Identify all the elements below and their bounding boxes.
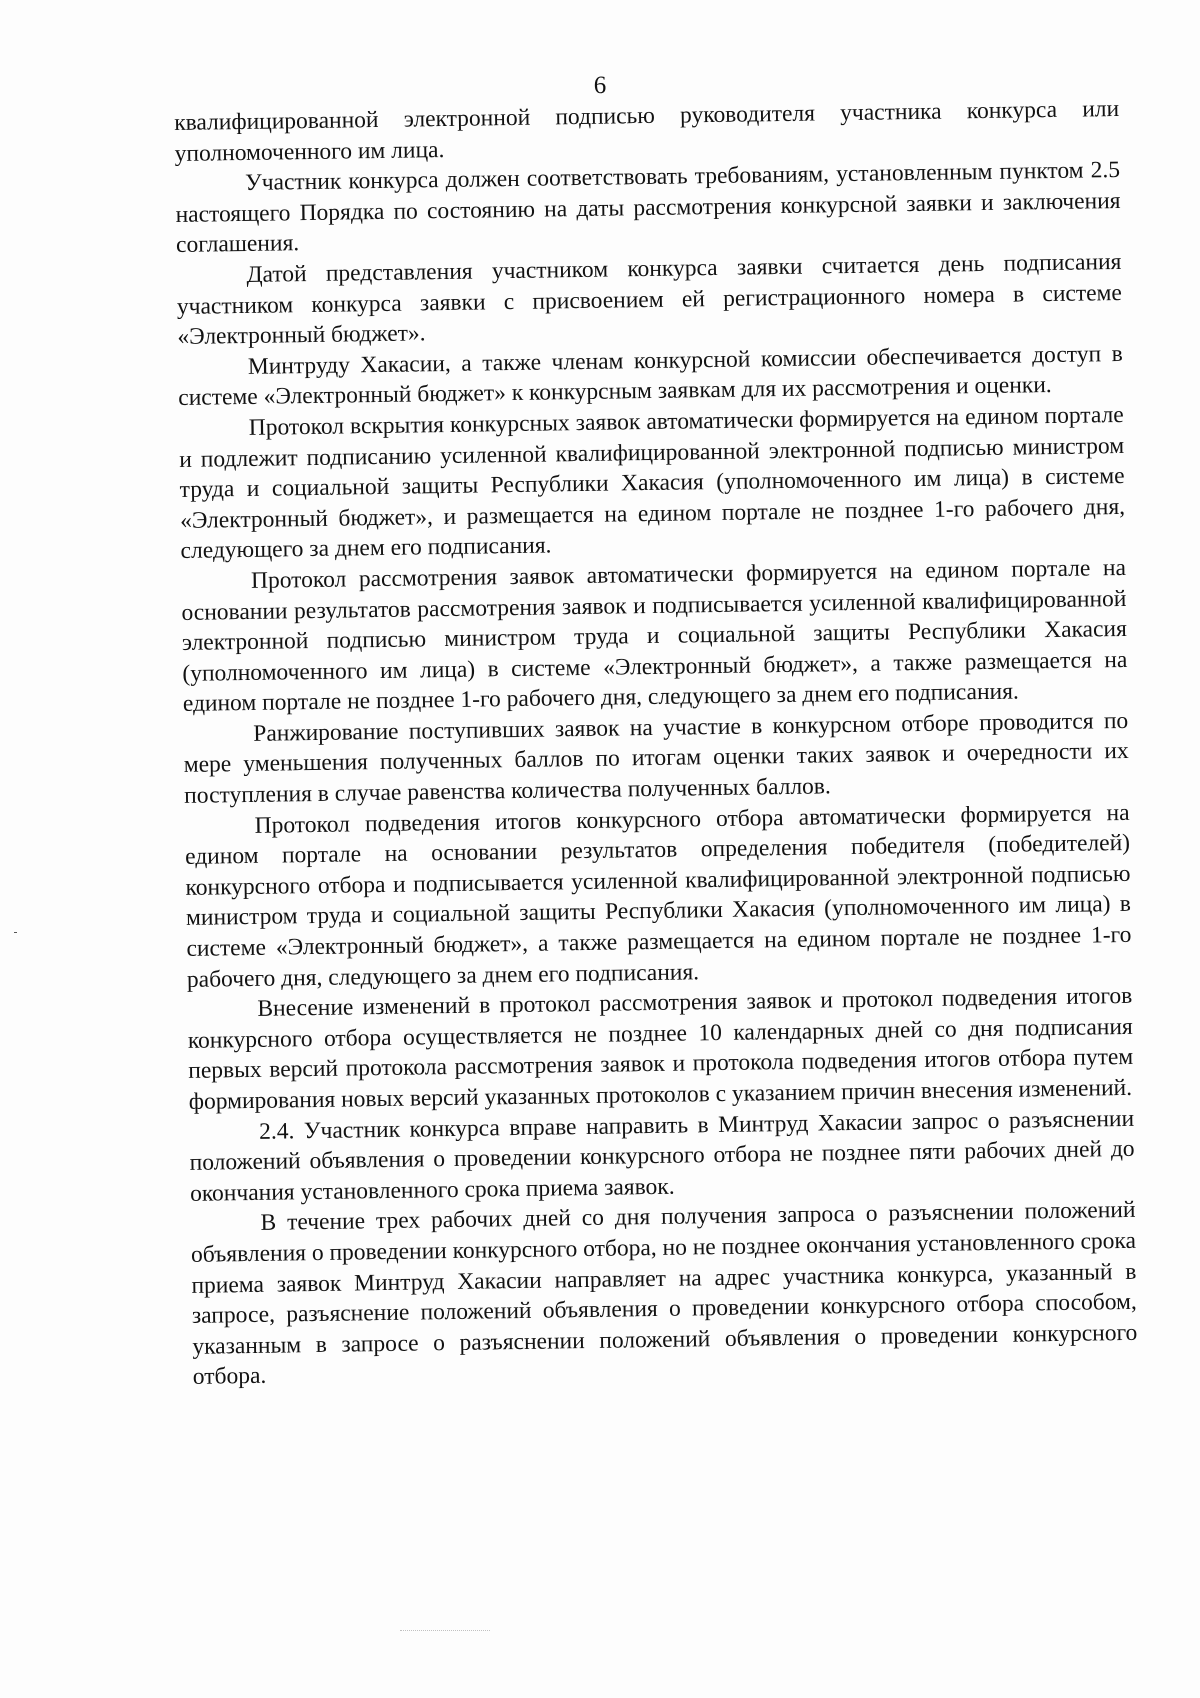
paragraph-participant-requirements: Участник конкурса должен соответствовать требованиям, установленным пунктом 2.5 настоящего Порядка по состоянию на даты рассмотрения конкурсной заявки и заключения соглашения. <box>175 157 1121 259</box>
paragraph-clarification: В течение трех рабочих дней со дня получения запроса о разъяснении положений объявления о проведении конкурсного отбора, но не позднее окончания установленного срока приема заявок Минтруд Хакасии направляет на адрес участника конкурса, указанный в запросе, разъяснение положений объявления о проведении конкурсного отбора способом, указанным в запросе о разъяснении положений объявления о проведении конкурсного отбора. <box>190 1197 1138 1391</box>
paragraph-submission-date: Датой представления участником конкурса заявки считается день подписания участником конкурса заявки с присвоением ей регистрационного номера в системе «Электронный бюджет». <box>176 248 1123 351</box>
paragraph-opening-protocol: Протокол вскрытия конкурсных заявок автоматически формируется на едином портале и подлежит подписанию усиленной квалифицированной электронной подписью министром труда и социальной защиты Республики Хакасия (уполномоченного им лица) в системе «Электронный бюджет», и размещается на едином портале не позднее 1-го рабочего дня, следующего за днем его подписания. <box>179 401 1126 565</box>
paragraph-review-protocol: Протокол рассмотрения заявок автоматически формируется на едином портале на основании результатов рассмотрения заявок и подписывается усиленной квалифицированной электронной подписью министром труда и социальной защиты Республики Хакасия (уполномоченного им лица) в системе «Электронный бюджет», а также размещается на едином портале не позднее 1-го рабочего дня, следующего за днем его подписания. <box>181 554 1128 718</box>
paragraph-ranking: Ранжирование поступивших заявок на участие в конкурсном отборе проводится по мере уменьшения полученных баллов по итогам оценки таких заявок и очередности их поступления в случае равенства количества полученных баллов. <box>183 707 1129 809</box>
document-body <box>174 94 1138 1393</box>
paragraph-results-protocol: Протокол подведения итогов конкурсного отбора автоматически формируется на едином портале на основании результатов определения победителя (победителей) конкурсного отбора и подписывается усиленной квалифицированной электронной подписью министром труда и социальной защиты Республики Хакасия (уполномоченного им лица) в системе «Электронный бюджет», а также размещается на едином портале не позднее 1-го рабочего дня, следующего за днем его подписания. <box>184 799 1132 993</box>
paragraph-protocol-changes: Внесение изменений в протокол рассмотрения заявок и протокол подведения итогов конкурсного отбора осуществляется не позднее 10 календарных дней со дня подписания первых версий протокола рассмотрения заявок и протокола подведения итогов отбора путем формирования новых версий указанных протоколов с указанием причин внесения изменений. <box>187 983 1134 1115</box>
scan-artifact <box>400 1630 490 1633</box>
scan-margin-mark <box>14 932 17 933</box>
paragraph-continuation: квалифицированной электронной подписью руководителя участника конкурса или уполномоченного им лица. <box>174 95 1120 167</box>
paragraph-access: Минтруду Хакасии, а также членам конкурсной комиссии обеспечивается доступ в системе «Электронный бюджет» к конкурсным заявкам для их рассмотрения и оценки. <box>178 340 1123 412</box>
paragraph-section-2-4: 2.4. Участник конкурса вправе направить в Минтруд Хакасии запрос о разъяснении положений объявления о проведении конкурсного отбора не позднее пяти рабочих дней до окончания установленного срока приема заявок. <box>189 1105 1135 1207</box>
page-number: 6 <box>593 72 607 99</box>
